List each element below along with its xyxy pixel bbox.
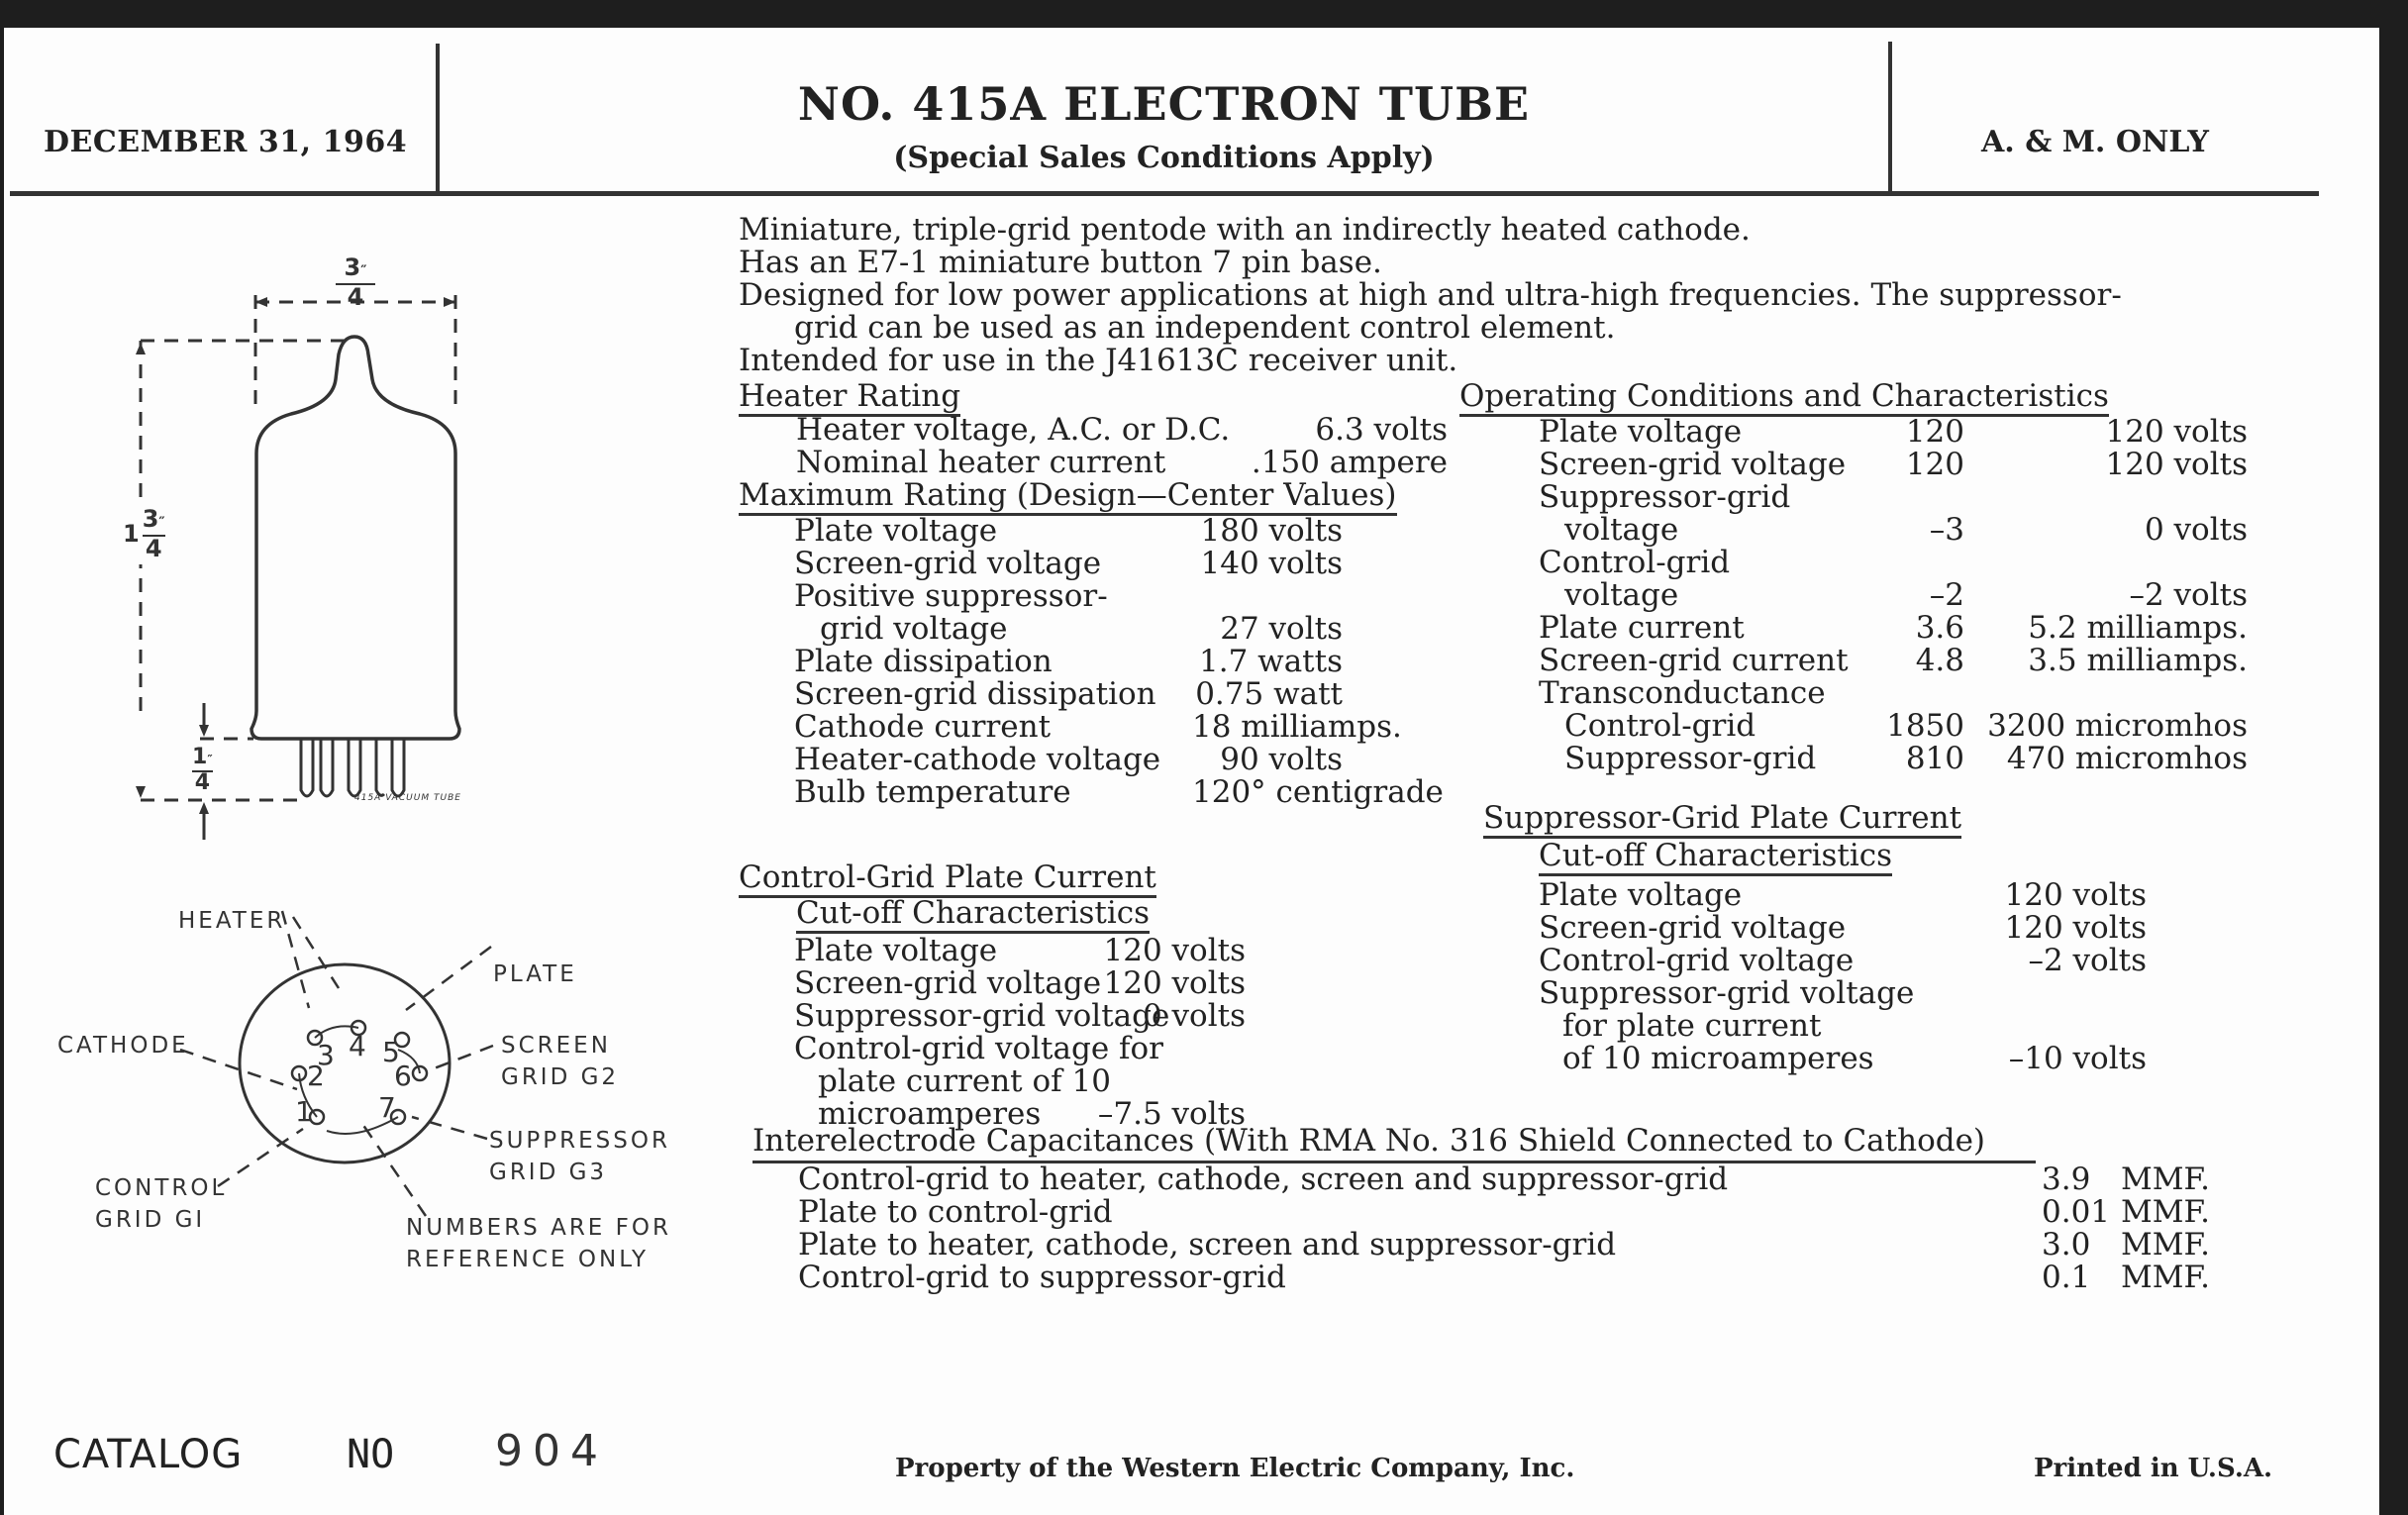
spec-label: Control-grid xyxy=(1539,545,1731,580)
pin-number: 7 xyxy=(378,1091,396,1124)
description-line: Designed for low power applications at high and ultra-high frequencies. The suppressor- xyxy=(739,277,2122,313)
spec-row xyxy=(739,1033,1461,1065)
capacitances-section xyxy=(752,1125,2238,1294)
height-numerator: 3 xyxy=(142,505,159,533)
height-denominator: 4 xyxy=(143,535,165,560)
pin-denominator: 4 xyxy=(192,770,213,794)
section-heading: Control-Grid Plate Current xyxy=(739,861,1156,898)
capacitance-value: 0.01 xyxy=(2042,1194,2111,1230)
pin-number: 1 xyxy=(295,1095,313,1128)
spec-row xyxy=(739,580,1461,613)
spec-value-2: 120 volts xyxy=(2105,447,2248,482)
spec-row xyxy=(1459,579,2252,612)
spec-value: –10 volts xyxy=(2008,1041,2147,1076)
label-cathode: CATHODE xyxy=(57,1033,189,1059)
inch-mark: ″ xyxy=(207,753,213,766)
spec-value-1: 3.6 xyxy=(1915,610,1964,646)
spec-value: 120 volts xyxy=(1103,933,1246,968)
description-line: Intended for use in the J41613C receiver unit. xyxy=(739,343,1458,378)
spec-value-1: –2 xyxy=(1929,577,1964,613)
spec-value: 27 volts xyxy=(1220,611,1343,647)
catalog-no-label: NO xyxy=(347,1432,395,1477)
description xyxy=(739,214,2122,377)
capacitance-label: Control-grid to suppressor-grid xyxy=(798,1260,1286,1295)
spec-value: 0 volts xyxy=(1142,998,1246,1034)
spec-value: 140 volts xyxy=(1200,546,1343,581)
spec-value-1: 4.8 xyxy=(1915,643,1964,678)
spec-row xyxy=(739,646,1461,678)
arrow-icon xyxy=(136,786,146,798)
spec-value-2: 3.5 milliamps. xyxy=(2028,643,2248,678)
spec-label: Screen-grid dissipation xyxy=(794,676,1156,712)
height-dimension xyxy=(123,503,165,564)
arrow-icon xyxy=(136,343,146,354)
spec-label: Suppressor-grid voltage xyxy=(794,998,1170,1034)
note-line: NUMBERS ARE FOR xyxy=(406,1215,671,1241)
spec-value: 120 volts xyxy=(2004,877,2147,913)
suppressor-grid-cutoff-section xyxy=(1483,802,2256,1075)
spec-value-2: 3200 micromhos xyxy=(1987,708,2248,744)
spec-value: 120° centigrade xyxy=(1192,774,1444,810)
spec-row xyxy=(1459,481,2252,514)
spec-row xyxy=(1459,612,2252,645)
spec-label: grid voltage xyxy=(820,611,1008,647)
restriction-label: A. & M. ONLY xyxy=(1981,125,2209,159)
section-heading: Operating Conditions and Characteristics xyxy=(1459,380,2109,417)
label-heater: HEATER xyxy=(178,908,286,934)
spec-label: Control-grid xyxy=(1564,708,1756,744)
spec-value-2: 120 volts xyxy=(2105,414,2248,450)
pin-numerator: 1 xyxy=(192,745,208,769)
spec-label: Plate current xyxy=(1539,610,1745,646)
width-denominator: 4 xyxy=(336,283,375,309)
tube-caption: 415A VACUUM TUBE xyxy=(354,793,461,803)
description-line: Miniature, triple-grid pentode with an indirectly heated cathode. xyxy=(739,212,1751,248)
pin-number: 2 xyxy=(307,1060,325,1092)
spec-value-2: –2 volts xyxy=(2129,577,2248,613)
label-line: SCREEN xyxy=(501,1033,611,1059)
spec-value-1: 120 xyxy=(1905,447,1964,482)
spec-label: Transconductance xyxy=(1539,675,1826,711)
maximum-rating-rows xyxy=(739,515,1461,809)
capacitance-row xyxy=(752,1163,2238,1196)
capacitance-unit: MMF. xyxy=(2121,1260,2211,1295)
spec-row xyxy=(1459,449,2252,481)
spec-value: 180 volts xyxy=(1200,513,1343,549)
leader-lines xyxy=(180,911,493,1216)
inch-mark: ″ xyxy=(158,515,165,531)
spec-label: voltage xyxy=(1564,577,1679,613)
spec-value-1: –3 xyxy=(1929,512,1964,548)
spec-row xyxy=(739,613,1461,646)
pin-number: 5 xyxy=(382,1036,400,1068)
width-dimension xyxy=(336,255,375,309)
operating-conditions-rows xyxy=(1459,416,2252,775)
spec-row xyxy=(739,967,1461,1000)
section-heading: Maximum Rating (Design—Center Values) xyxy=(739,479,1397,516)
section-subheading: Cut-off Characteristics xyxy=(1539,840,1892,876)
printed-notice: Printed in U.S.A. xyxy=(2034,1454,2273,1483)
spec-label: Screen-grid voltage xyxy=(794,965,1102,1001)
spec-label: Heater-cathode voltage xyxy=(794,742,1161,777)
label-line: GRID GI xyxy=(95,1207,206,1233)
spec-row xyxy=(1483,1010,2256,1043)
pin-number: 6 xyxy=(394,1060,412,1092)
spec-label: Plate voltage xyxy=(1539,877,1743,913)
header-rule xyxy=(10,191,2319,196)
spec-row xyxy=(1459,416,2252,449)
note-line: REFERENCE ONLY xyxy=(406,1247,650,1272)
spec-label: Positive suppressor- xyxy=(794,578,1108,614)
section-heading: Heater Rating xyxy=(739,380,960,417)
section-subheading: Cut-off Characteristics xyxy=(796,897,1150,934)
catalog-number: 904 xyxy=(495,1426,608,1476)
spec-row xyxy=(739,447,1461,479)
capacitance-value: 0.1 xyxy=(2042,1260,2091,1295)
spec-label: voltage xyxy=(1564,512,1679,548)
pin-number: 4 xyxy=(349,1030,366,1062)
label-line: CONTROL xyxy=(95,1175,228,1201)
tube-outline-drawing xyxy=(113,255,509,850)
spec-row xyxy=(1459,743,2252,775)
spec-row xyxy=(1483,1043,2256,1075)
spec-row xyxy=(1483,879,2256,912)
description-line: grid can be used as an independent control element. xyxy=(794,310,1616,346)
data-sheet-card xyxy=(4,28,2379,1515)
label-line: SUPPRESSOR xyxy=(489,1128,670,1154)
spec-value: –7.5 volts xyxy=(1097,1096,1246,1132)
spec-label: of 10 microamperes xyxy=(1562,1041,1874,1076)
spec-label: microamperes xyxy=(818,1096,1042,1132)
spec-label: Plate voltage xyxy=(794,933,998,968)
spec-value: 90 volts xyxy=(1220,742,1343,777)
spec-value: 1.7 watts xyxy=(1199,644,1343,679)
spec-row xyxy=(739,1000,1461,1033)
spec-row xyxy=(739,1065,1461,1098)
spec-value: 6.3 volts xyxy=(1315,412,1448,448)
pin-number: 3 xyxy=(317,1039,335,1071)
header-divider xyxy=(1888,42,1892,192)
label-screen-grid xyxy=(501,1030,619,1093)
spec-value: .150 ampere xyxy=(1251,445,1448,480)
spec-label: Screen-grid current xyxy=(1539,643,1849,678)
height-whole: 1 xyxy=(123,520,140,548)
spec-row xyxy=(1483,977,2256,1010)
spec-value-2: 0 volts xyxy=(2144,512,2248,548)
spec-value-2: 5.2 milliamps. xyxy=(2028,610,2248,646)
spec-value-1: 810 xyxy=(1905,741,1964,776)
control-grid-cutoff-section xyxy=(739,861,1461,1131)
spec-row xyxy=(739,515,1461,548)
label-line: GRID G2 xyxy=(501,1064,620,1090)
spec-row xyxy=(1459,710,2252,743)
spec-row xyxy=(1483,945,2256,977)
spec-value: –2 volts xyxy=(2028,943,2147,978)
label-suppressor-grid xyxy=(489,1125,670,1188)
page-subtitle: (Special Sales Conditions Apply) xyxy=(893,141,1435,175)
spec-row xyxy=(1459,514,2252,547)
spec-label: Control-grid voltage xyxy=(1539,943,1855,978)
spec-label: Suppressor-grid voltage xyxy=(1539,975,1915,1011)
tube-pins xyxy=(301,739,404,796)
capacitance-unit: MMF. xyxy=(2121,1227,2211,1262)
arrow-icon xyxy=(199,802,209,814)
heater-rating-section xyxy=(739,380,1461,809)
spec-row xyxy=(739,711,1461,744)
width-numerator: 3 xyxy=(344,253,361,281)
capacitance-label: Plate to heater, cathode, screen and suppressor-grid xyxy=(798,1227,1617,1262)
inch-mark: ″ xyxy=(360,263,367,279)
spec-label: Suppressor-grid xyxy=(1564,741,1817,776)
capacitance-label: Plate to control-grid xyxy=(798,1194,1113,1230)
section-heading: Suppressor-Grid Plate Current xyxy=(1483,802,1961,839)
arrow-icon xyxy=(444,297,455,307)
capacitance-rows xyxy=(752,1163,2238,1294)
description-line: Has an E7-1 miniature button 7 pin base. xyxy=(739,245,1382,280)
catalog-label: CATALOG xyxy=(53,1432,244,1477)
spec-label: plate current of 10 xyxy=(818,1063,1111,1099)
control-grid-cutoff-rows xyxy=(739,935,1461,1131)
capacitance-label: Control-grid to heater, cathode, screen and suppressor-grid xyxy=(798,1162,1729,1197)
operating-conditions-section xyxy=(1459,380,2252,775)
spec-value: 0.75 watt xyxy=(1195,676,1343,712)
spec-label: Plate dissipation xyxy=(794,644,1053,679)
spec-label: Plate voltage xyxy=(794,513,998,549)
spec-label: Heater voltage, A.C. or D.C. xyxy=(796,412,1231,448)
spec-row xyxy=(739,744,1461,776)
capacitance-row xyxy=(752,1262,2238,1294)
spec-value: 18 milliamps. xyxy=(1192,709,1402,745)
capacitance-value: 3.0 xyxy=(2042,1227,2091,1262)
spec-label: Suppressor-grid xyxy=(1539,479,1791,515)
issue-date: DECEMBER 31, 1964 xyxy=(44,125,408,159)
capacitance-row xyxy=(752,1229,2238,1262)
reference-note xyxy=(406,1212,671,1275)
spec-row xyxy=(739,776,1461,809)
page-title: NO. 415A ELECTRON TUBE xyxy=(797,77,1531,131)
spec-label: Nominal heater current xyxy=(796,445,1166,480)
label-plate: PLATE xyxy=(493,961,577,987)
capacitance-value: 3.9 xyxy=(2042,1162,2091,1197)
spec-label: Screen-grid voltage xyxy=(794,546,1102,581)
spec-row xyxy=(739,935,1461,967)
section-heading: Interelectrode Capacitances (With RMA No. 316 Shield Connected to Cathode) xyxy=(752,1123,1986,1159)
spec-value-2: 470 micromhos xyxy=(2006,741,2248,776)
spec-row xyxy=(1459,547,2252,579)
spec-label: for plate current xyxy=(1562,1008,1822,1044)
capacitance-unit: MMF. xyxy=(2121,1162,2211,1197)
spec-label: Plate voltage xyxy=(1539,414,1743,450)
spec-row xyxy=(739,678,1461,711)
spec-row xyxy=(739,548,1461,580)
property-notice: Property of the Western Electric Company, Inc. xyxy=(895,1454,1575,1483)
spec-label: Cathode current xyxy=(794,709,1052,745)
spec-label: Control-grid voltage for xyxy=(794,1031,1163,1066)
label-control-grid xyxy=(95,1172,227,1236)
suppressor-grid-cutoff-rows xyxy=(1483,879,2256,1075)
pin-length-dimension xyxy=(192,747,213,794)
spec-label: Screen-grid voltage xyxy=(1539,447,1847,482)
spec-row xyxy=(1483,912,2256,945)
spec-value: 120 volts xyxy=(1103,965,1246,1001)
spec-row xyxy=(1459,677,2252,710)
spec-row xyxy=(1459,645,2252,677)
spec-row xyxy=(739,414,1461,447)
bulb-outline xyxy=(251,337,459,739)
spec-label: Screen-grid voltage xyxy=(1539,910,1847,946)
arrow-icon xyxy=(255,297,267,307)
spec-value-1: 1850 xyxy=(1886,708,1964,744)
capacitance-unit: MMF. xyxy=(2121,1194,2211,1230)
spec-value-1: 120 xyxy=(1905,414,1964,450)
label-line: GRID G3 xyxy=(489,1160,608,1185)
capacitance-row xyxy=(752,1196,2238,1229)
spec-label: Bulb temperature xyxy=(794,774,1071,810)
spec-value: 120 volts xyxy=(2004,910,2147,946)
